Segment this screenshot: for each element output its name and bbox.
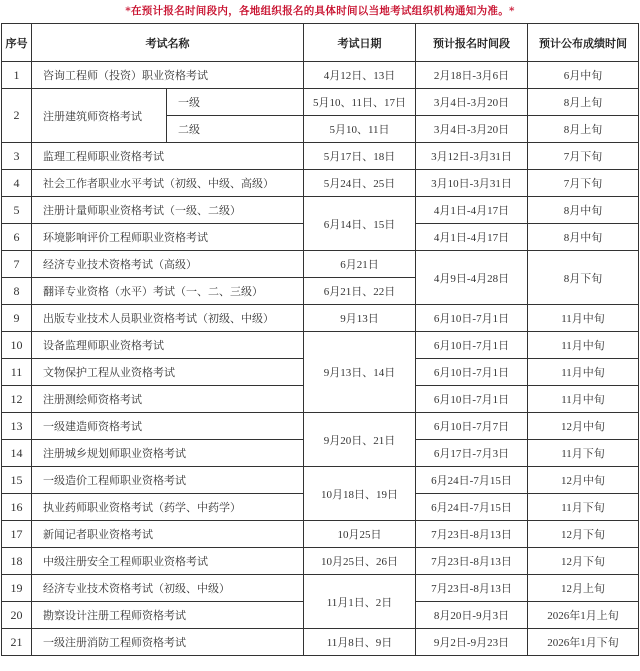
exam-name: 一级建造师资格考试 bbox=[32, 413, 304, 440]
exam-name: 勘察设计注册工程师资格考试 bbox=[32, 602, 304, 629]
table-row bbox=[2, 467, 639, 494]
registration-period: 6月10日-7月1日 bbox=[416, 332, 528, 359]
exam-date: 5月10、11日、17日 bbox=[304, 89, 416, 116]
exam-name: 设备监理师职业资格考试 bbox=[32, 332, 304, 359]
registration-period: 6月24日-7月15日 bbox=[416, 494, 528, 521]
registration-period: 6月10日-7月1日 bbox=[416, 386, 528, 413]
row-no: 16 bbox=[2, 494, 32, 521]
registration-period: 6月24日-7月15日 bbox=[416, 467, 528, 494]
exam-name: 新闻记者职业资格考试 bbox=[32, 521, 304, 548]
registration-period: 6月17日-7月3日 bbox=[416, 440, 528, 467]
result-date: 12月上旬 bbox=[528, 575, 639, 602]
exam-date: 9月13日、14日 bbox=[304, 332, 416, 413]
exam-date: 5月10、11日 bbox=[304, 116, 416, 143]
row-no: 21 bbox=[2, 629, 32, 656]
exam-schedule-table bbox=[1, 23, 639, 656]
registration-period: 4月1日-4月17日 bbox=[416, 224, 528, 251]
table-row bbox=[2, 197, 639, 224]
row-no: 20 bbox=[2, 602, 32, 629]
exam-date: 10月25日、26日 bbox=[304, 548, 416, 575]
result-date: 2026年1月上旬 bbox=[528, 602, 639, 629]
exam-name: 一级注册消防工程师资格考试 bbox=[32, 629, 304, 656]
row-no: 12 bbox=[2, 386, 32, 413]
exam-name: 监理工程师职业资格考试 bbox=[32, 143, 304, 170]
table-row bbox=[2, 62, 639, 89]
exam-date: 10月25日 bbox=[304, 521, 416, 548]
registration-period: 4月9日-4月28日 bbox=[416, 251, 528, 305]
result-date: 7月下旬 bbox=[528, 170, 639, 197]
row-no: 5 bbox=[2, 197, 32, 224]
result-date: 7月下旬 bbox=[528, 143, 639, 170]
exam-date: 6月21日 bbox=[304, 251, 416, 278]
header-exam-name: 考试名称 bbox=[32, 24, 304, 62]
exam-date: 6月14日、15日 bbox=[304, 197, 416, 251]
exam-name: 社会工作者职业水平考试（初级、中级、高级） bbox=[32, 170, 304, 197]
registration-period: 3月12日-3月31日 bbox=[416, 143, 528, 170]
exam-name: 中级注册安全工程师职业资格考试 bbox=[32, 548, 304, 575]
registration-period: 9月2日-9月23日 bbox=[416, 629, 528, 656]
exam-name: 翻译专业资格（水平）考试（一、二、三级） bbox=[32, 278, 304, 305]
registration-period: 7月23日-8月13日 bbox=[416, 548, 528, 575]
exam-name: 经济专业技术资格考试（初级、中级） bbox=[32, 575, 304, 602]
row-no: 13 bbox=[2, 413, 32, 440]
table-row bbox=[2, 170, 639, 197]
registration-period: 3月4日-3月20日 bbox=[416, 89, 528, 116]
result-date: 11月中旬 bbox=[528, 359, 639, 386]
row-no: 19 bbox=[2, 575, 32, 602]
result-date: 12月下旬 bbox=[528, 521, 639, 548]
row-no: 2 bbox=[2, 89, 32, 143]
row-no: 3 bbox=[2, 143, 32, 170]
header-exam-date: 考试日期 bbox=[304, 24, 416, 62]
result-date: 12月中旬 bbox=[528, 413, 639, 440]
result-date: 11月中旬 bbox=[528, 305, 639, 332]
header-result-date: 预计公布成绩时间 bbox=[528, 24, 639, 62]
exam-date: 11月8日、9日 bbox=[304, 629, 416, 656]
registration-period: 3月4日-3月20日 bbox=[416, 116, 528, 143]
result-date: 2026年1月下旬 bbox=[528, 629, 639, 656]
registration-period: 6月10日-7月1日 bbox=[416, 359, 528, 386]
registration-period: 6月10日-7月1日 bbox=[416, 305, 528, 332]
exam-name: 注册城乡规划师职业资格考试 bbox=[32, 440, 304, 467]
registration-period: 4月1日-4月17日 bbox=[416, 197, 528, 224]
row-no: 11 bbox=[2, 359, 32, 386]
row-no: 14 bbox=[2, 440, 32, 467]
exam-name: 经济专业技术资格考试（高级） bbox=[32, 251, 304, 278]
registration-period: 6月10日-7月7日 bbox=[416, 413, 528, 440]
table-row bbox=[2, 548, 639, 575]
table-row bbox=[2, 251, 639, 278]
result-date: 8月上旬 bbox=[528, 89, 639, 116]
exam-date: 9月13日 bbox=[304, 305, 416, 332]
exam-name: 文物保护工程从业资格考试 bbox=[32, 359, 304, 386]
row-no: 1 bbox=[2, 62, 32, 89]
row-no: 15 bbox=[2, 467, 32, 494]
result-date: 8月中旬 bbox=[528, 224, 639, 251]
registration-period: 2月18日-3月6日 bbox=[416, 62, 528, 89]
result-date: 8月中旬 bbox=[528, 197, 639, 224]
registration-period: 8月20日-9月3日 bbox=[416, 602, 528, 629]
row-no: 17 bbox=[2, 521, 32, 548]
header-row bbox=[2, 24, 639, 62]
exam-name: 注册计量师职业资格考试（一级、二级） bbox=[32, 197, 304, 224]
result-date: 11月中旬 bbox=[528, 332, 639, 359]
exam-date: 11月1日、2日 bbox=[304, 575, 416, 629]
table-row bbox=[2, 332, 639, 359]
result-date: 6月中旬 bbox=[528, 62, 639, 89]
exam-name: 执业药师职业资格考试（药学、中药学） bbox=[32, 494, 304, 521]
result-date: 12月下旬 bbox=[528, 548, 639, 575]
registration-period: 7月23日-8月13日 bbox=[416, 575, 528, 602]
registration-period: 3月10日-3月31日 bbox=[416, 170, 528, 197]
table-row bbox=[2, 521, 639, 548]
exam-name: 咨询工程师（投资）职业资格考试 bbox=[32, 62, 304, 89]
row-no: 9 bbox=[2, 305, 32, 332]
exam-name: 注册测绘师资格考试 bbox=[32, 386, 304, 413]
exam-name: 注册建筑师资格考试 bbox=[32, 89, 167, 143]
result-date: 8月上旬 bbox=[528, 116, 639, 143]
exam-name: 环境影响评价工程师职业资格考试 bbox=[32, 224, 304, 251]
exam-date: 5月17日、18日 bbox=[304, 143, 416, 170]
result-date: 11月中旬 bbox=[528, 386, 639, 413]
result-date: 11月下旬 bbox=[528, 440, 639, 467]
header-no: 序号 bbox=[2, 24, 32, 62]
table-row bbox=[2, 413, 639, 440]
exam-date: 10月18日、19日 bbox=[304, 467, 416, 521]
exam-date: 9月20日、21日 bbox=[304, 413, 416, 467]
table-row bbox=[2, 629, 639, 656]
table-row bbox=[2, 143, 639, 170]
exam-date: 5月24日、25日 bbox=[304, 170, 416, 197]
table-row bbox=[2, 89, 639, 116]
result-date: 11月下旬 bbox=[528, 494, 639, 521]
exam-level: 一级 bbox=[167, 89, 304, 116]
table-row bbox=[2, 575, 639, 602]
row-no: 6 bbox=[2, 224, 32, 251]
exam-level: 二级 bbox=[167, 116, 304, 143]
exam-name: 出版专业技术人员职业资格考试（初级、中级） bbox=[32, 305, 304, 332]
row-no: 4 bbox=[2, 170, 32, 197]
registration-period: 7月23日-8月13日 bbox=[416, 521, 528, 548]
exam-date: 4月12日、13日 bbox=[304, 62, 416, 89]
notice-text: *在预计报名时间段内，各地组织报名的具体时间以当地考试组织机构通知为准。* bbox=[125, 5, 515, 17]
row-no: 8 bbox=[2, 278, 32, 305]
row-no: 10 bbox=[2, 332, 32, 359]
result-date: 12月中旬 bbox=[528, 467, 639, 494]
result-date: 8月下旬 bbox=[528, 251, 639, 305]
table-row bbox=[2, 305, 639, 332]
exam-name: 一级造价工程师职业资格考试 bbox=[32, 467, 304, 494]
row-no: 7 bbox=[2, 251, 32, 278]
row-no: 18 bbox=[2, 548, 32, 575]
header-registration-period: 预计报名时间段 bbox=[416, 24, 528, 62]
exam-date: 6月21日、22日 bbox=[304, 278, 416, 305]
